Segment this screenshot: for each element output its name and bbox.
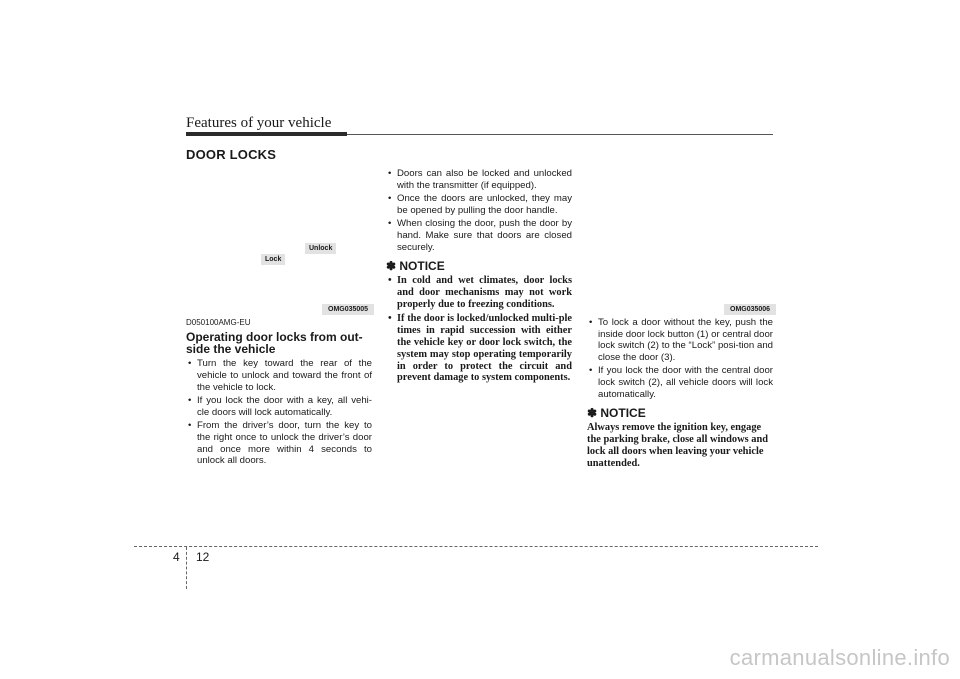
header-rule-thin bbox=[347, 134, 773, 135]
list-item: • In cold and wet climates, door locks and door mechanisms may not work properly due to freezing conditions. bbox=[386, 275, 572, 311]
page-header-title: Features of your vehicle bbox=[186, 115, 332, 131]
header-rule-thick bbox=[186, 132, 347, 136]
col2-notice-list bbox=[386, 275, 572, 384]
footer-vertical-dashed-rule bbox=[186, 547, 187, 589]
list-item: • From the driver’s door, turn the key to the right once to unlock the driver’s door and once more within 4 seconds to unlock all doors. bbox=[186, 420, 372, 466]
section-title: DOOR LOCKS bbox=[186, 147, 277, 162]
col1-subtitle: Operating door locks from out-side the vehicle bbox=[186, 329, 363, 356]
figure1-code: OMG035005 bbox=[322, 304, 374, 315]
figure1-unlock-label: Unlock bbox=[305, 243, 336, 254]
column-1 bbox=[186, 317, 372, 469]
list-item: • If you lock the door with the central door lock switch (2), all vehicle doors will lock automatically. bbox=[587, 365, 773, 400]
column-2 bbox=[386, 168, 572, 386]
figure2-code: OMG035006 bbox=[724, 304, 776, 315]
list-item: • Doors can also be locked and unlocked with the transmitter (if equipped). bbox=[386, 168, 572, 191]
col3-bullet-list bbox=[587, 317, 773, 400]
col1-code: D050100AMG-EU bbox=[186, 318, 251, 327]
col1-bullet-list bbox=[186, 358, 372, 466]
col3-notice-title: ✽ NOTICE bbox=[587, 406, 646, 421]
column-3 bbox=[587, 317, 773, 470]
list-item: • When closing the door, push the door by hand. Make sure that doors are closed securely. bbox=[386, 218, 572, 253]
figure1-lock-label: Lock bbox=[261, 254, 285, 265]
list-item: • If the door is locked/unlocked multi-ple times in rapid succession with either the vehicle key or door lock switch, the system may stop operating temporarily in order to protect the circuit and prevent damage to system components. bbox=[386, 313, 572, 384]
footer-page-number: 12 bbox=[196, 550, 210, 564]
list-item: • Turn the key toward the rear of the vehicle to unlock and toward the front of the vehicle to lock. bbox=[186, 358, 372, 393]
col3-notice-text: Always remove the ignition key, engage the parking brake, close all windows and lock all doors when leaving your vehicle unattended. bbox=[587, 422, 768, 469]
list-item: • Once the doors are unlocked, they may be opened by pulling the door handle. bbox=[386, 193, 572, 216]
col2-notice-title: ✽ NOTICE bbox=[386, 259, 445, 274]
footer-section-number: 4 bbox=[173, 550, 180, 564]
list-item: • To lock a door without the key, push the inside door lock button (1) or central door lock switch (2) to the “Lock” posi-tion and close the door (3). bbox=[587, 317, 773, 363]
footer-dashed-rule bbox=[134, 546, 818, 547]
watermark: carmanualsonline.info bbox=[729, 645, 950, 670]
list-item: • If you lock the door with a key, all vehi-cle doors will lock automatically. bbox=[186, 395, 372, 418]
col2-bullet-list bbox=[386, 168, 572, 253]
